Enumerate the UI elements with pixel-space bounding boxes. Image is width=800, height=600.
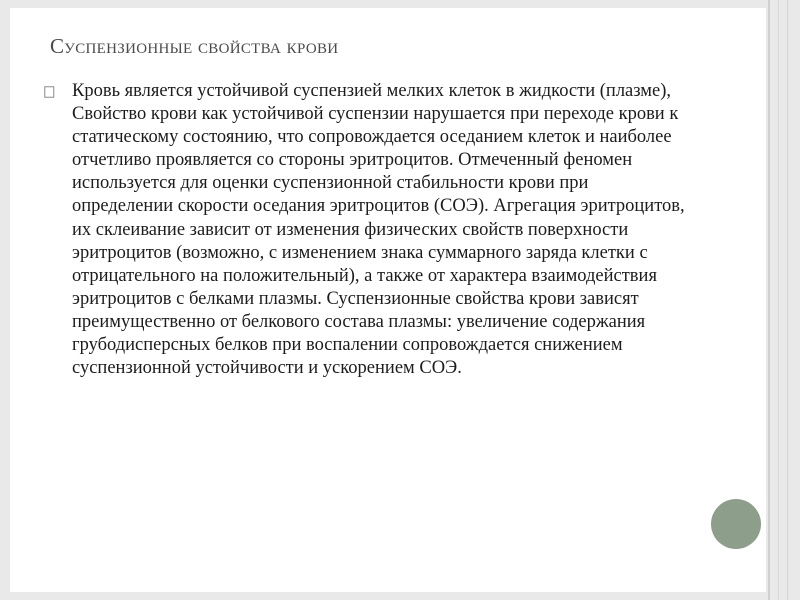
empty-square-bullet-icon [44, 86, 55, 98]
bullet-item [44, 80, 694, 380]
decorative-circle [711, 499, 761, 549]
decorative-rail-line [768, 0, 770, 600]
body-text: Кровь является устойчивой суспензией мелких клеток в жидкости (плазме), Свойство крови как устойчивой суспензии нарушается при переходе крови к статическому состоянию, что сопровождается оседанием клеток и наиболее отчетливо проявляется со стороны эритроцитов. Отмеченный феномен используется для оценки суспензионной стабильности крови при определении скорости оседания эритроцитов (СОЭ). Агрегация эритроцитов, их склеивание зависит от изменения физических свойств поверхности эритроцитов (возможно, с изменением знака суммарного заряда клетки с отрицательного на положительный), а также от характера взаимодействия эритроцитов с белками плазмы. Суспензионные свойства крови зависят преимущественно от белкового состава плазмы: увеличение содержания грубодисперсных белков при воспалении сопровождается снижением суспензионной устойчивости и ускорением СОЭ. [72, 81, 685, 379]
decorative-rail-line [778, 0, 779, 600]
slide-title: Суспензионные свойства крови [50, 34, 339, 58]
decorative-rail-line [787, 0, 788, 600]
